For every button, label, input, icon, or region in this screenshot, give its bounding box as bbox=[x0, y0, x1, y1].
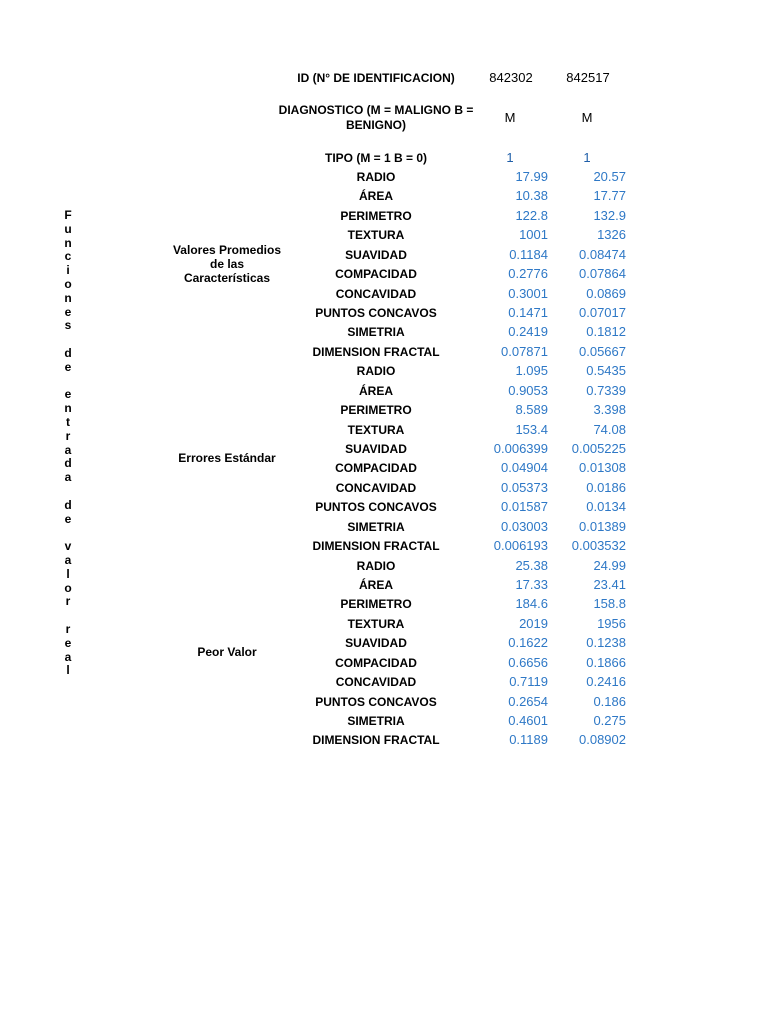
row-value-842517: 0.1238 bbox=[586, 635, 626, 650]
row-value-842302: 122.8 bbox=[515, 208, 548, 223]
side-label-letter: e bbox=[64, 635, 72, 650]
side-label-letter: c bbox=[64, 249, 72, 264]
row-label: RADIO bbox=[356, 364, 396, 378]
row-value-842517: 0.0869 bbox=[586, 286, 626, 301]
row-label: SIMETRIA bbox=[347, 325, 405, 339]
row-value-842302: 1001 bbox=[519, 227, 548, 242]
row-value-842302: 0.04904 bbox=[501, 460, 548, 475]
row-label: DIMENSION FRACTAL bbox=[312, 539, 440, 553]
row-value-842302: 0.4601 bbox=[508, 713, 548, 728]
id-value-2: 842517 bbox=[566, 70, 610, 85]
row-label: TEXTURA bbox=[347, 228, 405, 242]
row-value-842302: 0.07871 bbox=[501, 344, 548, 359]
row-label: COMPACIDAD bbox=[335, 656, 417, 670]
side-vertical-label bbox=[60, 209, 76, 678]
row-value-842302: 0.7119 bbox=[509, 674, 548, 689]
row-value-842302: 0.3001 bbox=[508, 286, 548, 301]
row-value-842517: 0.0134 bbox=[586, 499, 626, 514]
diagnostico-value-1: M bbox=[504, 110, 516, 125]
row-value-842517: 0.0186 bbox=[586, 480, 626, 495]
group-label-promedios: Valores Promedios de las Características bbox=[172, 243, 282, 285]
row-label: CONCAVIDAD bbox=[335, 481, 417, 495]
side-label-letter: t bbox=[66, 414, 70, 429]
side-label-letter: o bbox=[64, 276, 72, 291]
row-label: SIMETRIA bbox=[347, 520, 405, 534]
row-value-842517: 1956 bbox=[597, 616, 626, 631]
side-label-letter bbox=[60, 485, 76, 499]
row-label: TEXTURA bbox=[347, 423, 405, 437]
row-value-842517: 1326 bbox=[597, 227, 626, 242]
row-label: ÁREA bbox=[358, 189, 393, 203]
row-value-842302: 0.006193 bbox=[493, 538, 548, 553]
group-label-peor: Peor Valor bbox=[197, 645, 257, 659]
row-value-842517: 0.07017 bbox=[579, 305, 626, 320]
tipo-value-2: 1 bbox=[583, 150, 591, 165]
row-value-842517: 23.41 bbox=[593, 577, 626, 592]
tipo-value-1: 1 bbox=[506, 150, 514, 165]
row-value-842517: 0.08902 bbox=[579, 732, 626, 747]
id-value-1: 842302 bbox=[489, 70, 533, 85]
side-label-letter: r bbox=[65, 621, 71, 636]
side-label-letter: n bbox=[64, 401, 72, 416]
side-label-letter: o bbox=[64, 580, 72, 595]
row-value-842517: 0.2416 bbox=[586, 674, 626, 689]
row-value-842302: 0.1622 bbox=[508, 635, 548, 650]
row-value-842517: 0.7339 bbox=[586, 383, 626, 398]
row-label: PERIMETRO bbox=[340, 403, 412, 417]
side-label-letter: l bbox=[66, 663, 70, 678]
side-label-letter: F bbox=[64, 208, 72, 222]
side-label-letter: d bbox=[64, 345, 72, 360]
row-value-842302: 0.03003 bbox=[501, 519, 548, 534]
row-value-842302: 153.4 bbox=[515, 422, 548, 437]
row-value-842302: 0.2776 bbox=[508, 266, 548, 281]
row-value-842517: 0.003532 bbox=[571, 538, 626, 553]
side-label-letter: d bbox=[64, 497, 72, 512]
row-label: PUNTOS CONCAVOS bbox=[315, 500, 437, 514]
row-value-842517: 158.8 bbox=[593, 596, 626, 611]
side-label-letter: r bbox=[65, 428, 71, 443]
row-label: TEXTURA bbox=[347, 617, 405, 631]
side-label-letter: r bbox=[65, 594, 71, 609]
side-label-letter bbox=[60, 375, 76, 389]
row-label: SUAVIDAD bbox=[345, 442, 407, 456]
row-value-842517: 0.1866 bbox=[586, 655, 626, 670]
row-label: ÁREA bbox=[358, 384, 393, 398]
row-value-842302: 0.1471 bbox=[508, 305, 548, 320]
side-label-letter: a bbox=[64, 442, 72, 457]
row-value-842302: 17.33 bbox=[515, 577, 548, 592]
row-value-842302: 1.095 bbox=[515, 363, 548, 378]
row-value-842517: 0.005225 bbox=[571, 441, 626, 456]
row-value-842302: 25.38 bbox=[515, 558, 548, 573]
side-label-letter bbox=[60, 609, 76, 623]
row-label: PERIMETRO bbox=[340, 209, 412, 223]
row-value-842302: 8.589 bbox=[515, 402, 548, 417]
row-label: DIMENSION FRACTAL bbox=[312, 733, 440, 747]
row-label: RADIO bbox=[356, 170, 396, 184]
row-value-842517: 0.01308 bbox=[579, 460, 626, 475]
row-value-842517: 0.275 bbox=[593, 713, 626, 728]
row-label: DIMENSION FRACTAL bbox=[312, 345, 440, 359]
row-value-842302: 0.9053 bbox=[508, 383, 548, 398]
group-label-errores: Errores Estándar bbox=[178, 451, 276, 465]
row-label: ÁREA bbox=[358, 578, 393, 592]
tipo-label: TIPO (M = 1 B = 0) bbox=[324, 151, 428, 165]
side-label-letter: e bbox=[64, 304, 72, 319]
row-value-842302: 0.006399 bbox=[493, 441, 548, 456]
row-value-842302: 0.01587 bbox=[501, 499, 548, 514]
row-label: CONCAVIDAD bbox=[335, 675, 417, 689]
side-label-letter: a bbox=[64, 649, 72, 664]
id-label: ID (N° DE IDENTIFICACION) bbox=[297, 71, 455, 85]
row-value-842302: 2019 bbox=[519, 616, 548, 631]
row-label: SUAVIDAD bbox=[345, 248, 407, 262]
side-label-letter bbox=[60, 526, 76, 540]
row-label: SIMETRIA bbox=[347, 714, 405, 728]
side-label-letter: d bbox=[64, 456, 72, 471]
side-label-letter: v bbox=[64, 539, 72, 554]
row-value-842302: 0.05373 bbox=[501, 480, 548, 495]
row-value-842517: 0.186 bbox=[593, 694, 626, 709]
row-value-842517: 74.08 bbox=[593, 422, 626, 437]
row-label: SUAVIDAD bbox=[345, 636, 407, 650]
row-label: COMPACIDAD bbox=[335, 461, 417, 475]
row-value-842517: 20.57 bbox=[593, 169, 626, 184]
side-label-letter: u bbox=[64, 221, 72, 236]
side-label-letter: a bbox=[64, 470, 72, 485]
row-label: RADIO bbox=[356, 559, 396, 573]
row-value-842302: 184.6 bbox=[515, 596, 548, 611]
side-label-letter: i bbox=[66, 263, 70, 278]
side-label-letter: e bbox=[64, 359, 72, 374]
row-value-842517: 0.5435 bbox=[586, 363, 626, 378]
side-label-letter bbox=[60, 333, 76, 347]
row-label: PERIMETRO bbox=[340, 597, 412, 611]
row-value-842517: 0.07864 bbox=[579, 266, 626, 281]
side-label-letter: a bbox=[64, 552, 72, 567]
row-value-842517: 0.08474 bbox=[579, 247, 626, 262]
side-label-letter: e bbox=[64, 511, 72, 526]
row-label: PUNTOS CONCAVOS bbox=[315, 306, 437, 320]
row-value-842517: 132.9 bbox=[593, 208, 626, 223]
row-value-842517: 24.99 bbox=[593, 558, 626, 573]
row-label: COMPACIDAD bbox=[335, 267, 417, 281]
row-value-842517: 0.1812 bbox=[586, 324, 626, 339]
row-value-842517: 0.01389 bbox=[579, 519, 626, 534]
row-value-842302: 0.6656 bbox=[508, 655, 548, 670]
row-value-842517: 17.77 bbox=[593, 188, 626, 203]
side-label-letter: s bbox=[64, 318, 72, 333]
row-value-842302: 17.99 bbox=[515, 169, 548, 184]
row-label: PUNTOS CONCAVOS bbox=[315, 695, 437, 709]
diagnostico-value-2: M bbox=[581, 110, 593, 125]
row-value-842302: 0.2654 bbox=[508, 694, 548, 709]
side-label-letter: n bbox=[64, 235, 72, 250]
row-value-842517: 3.398 bbox=[593, 402, 626, 417]
row-value-842302: 10.38 bbox=[515, 188, 548, 203]
row-label: CONCAVIDAD bbox=[335, 287, 417, 301]
row-value-842302: 0.1189 bbox=[509, 732, 548, 747]
side-label-letter: n bbox=[64, 290, 72, 305]
side-label-letter: e bbox=[64, 387, 72, 402]
row-value-842302: 0.1184 bbox=[509, 247, 548, 262]
row-value-842302: 0.2419 bbox=[508, 324, 548, 339]
side-label-letter: l bbox=[66, 566, 70, 581]
row-value-842517: 0.05667 bbox=[579, 344, 626, 359]
diagnostico-label: DIAGNOSTICO (M = MALIGNO B = BENIGNO) bbox=[278, 103, 474, 132]
